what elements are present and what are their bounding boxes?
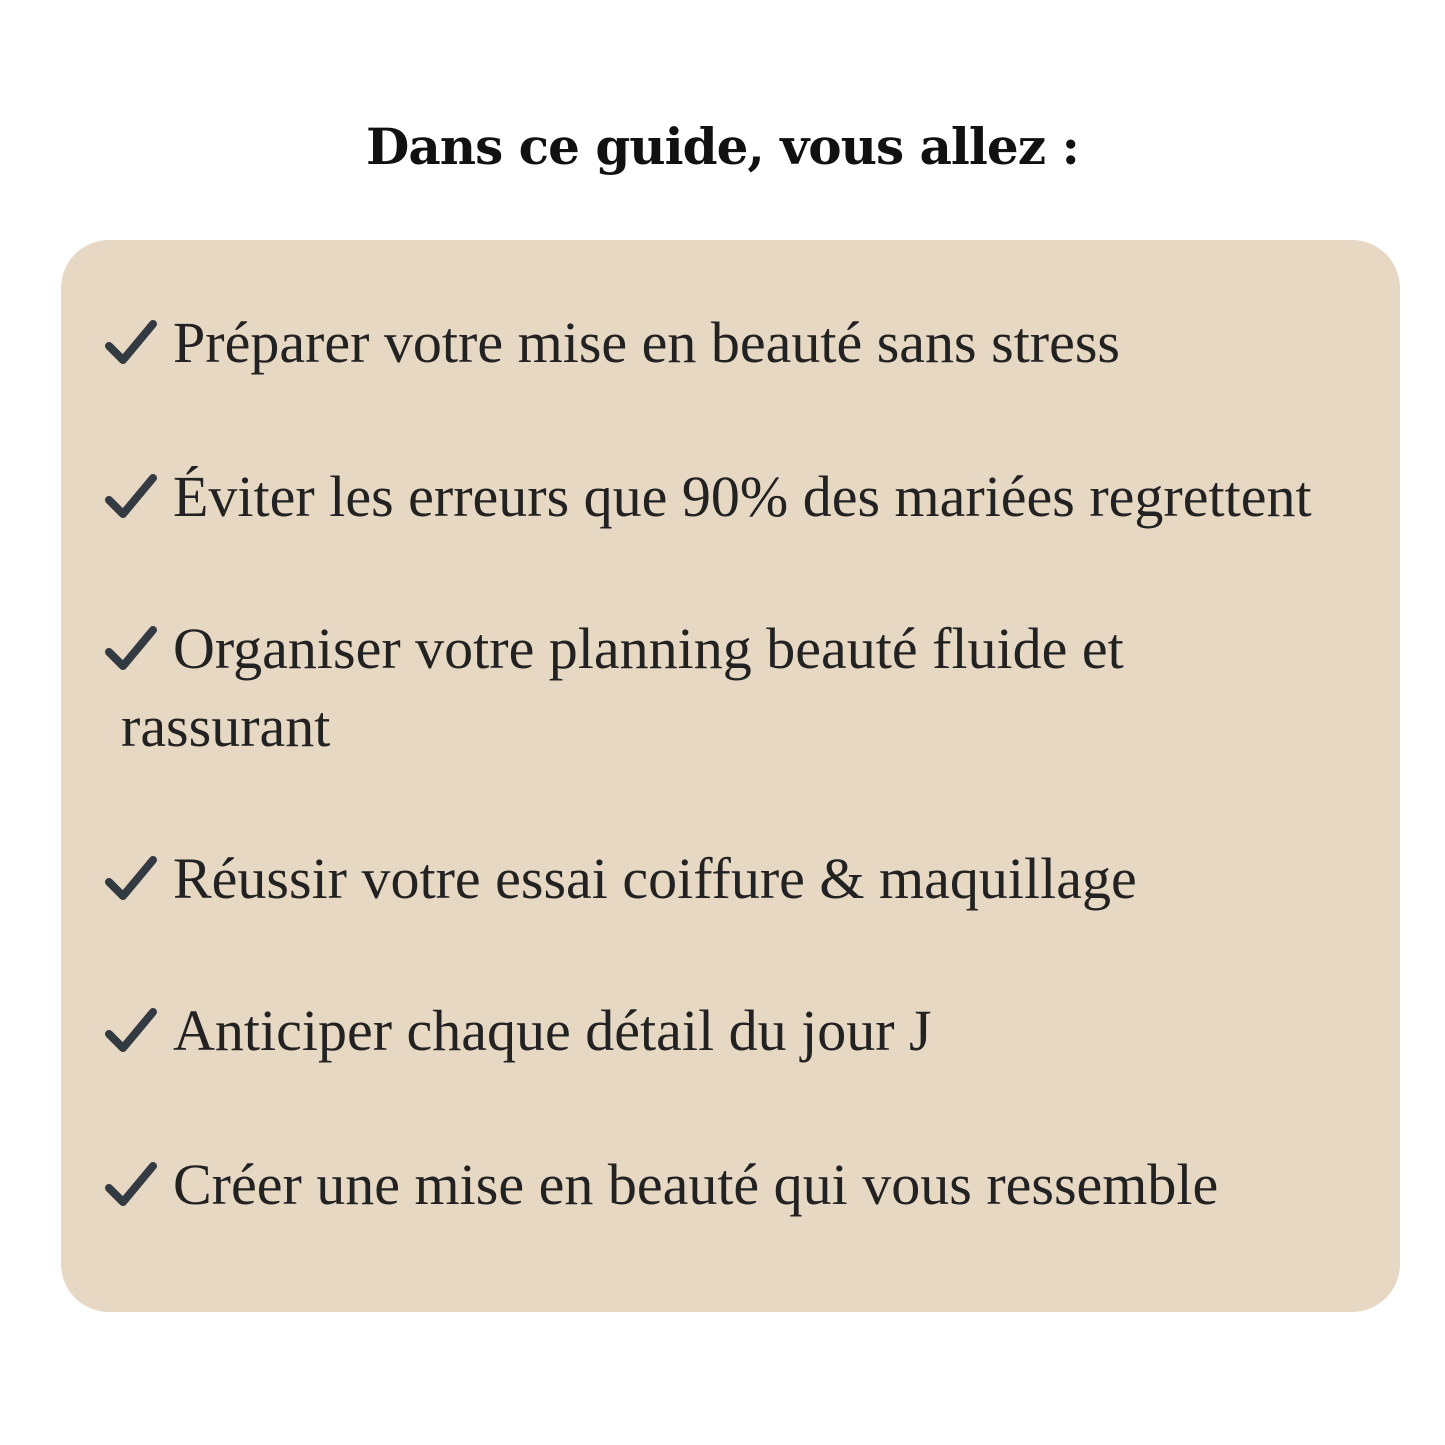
list-item xyxy=(103,840,1393,918)
page-title: Dans ce guide, vous allez : xyxy=(366,117,1079,176)
list-item xyxy=(103,458,1393,536)
checkmark-icon xyxy=(103,1002,159,1058)
list-item xyxy=(103,610,1393,766)
list-item-text: Créer une mise en beauté qui vous ressemble xyxy=(173,1152,1219,1217)
benefits-card xyxy=(61,240,1400,1312)
list-item-text: Organiser votre planning beauté fluide et xyxy=(173,616,1124,681)
list-item-text: Réussir votre essai coiffure & maquillage xyxy=(173,846,1137,911)
list-item xyxy=(103,304,1393,382)
list-item xyxy=(103,1146,1393,1224)
checkmark-icon xyxy=(103,314,159,370)
list-item-text: Éviter les erreurs que 90% des mariées regrettent xyxy=(173,464,1312,529)
list-item-text-continuation: rassurant xyxy=(121,694,331,759)
checkmark-icon xyxy=(103,468,159,524)
checkmark-icon xyxy=(103,850,159,906)
checkmark-icon xyxy=(103,620,159,676)
list-item-text: Anticiper chaque détail du jour J xyxy=(173,998,932,1063)
list-item xyxy=(103,992,1393,1070)
checkmark-icon xyxy=(103,1156,159,1212)
list-item-text: Préparer votre mise en beauté sans stress xyxy=(173,310,1121,375)
